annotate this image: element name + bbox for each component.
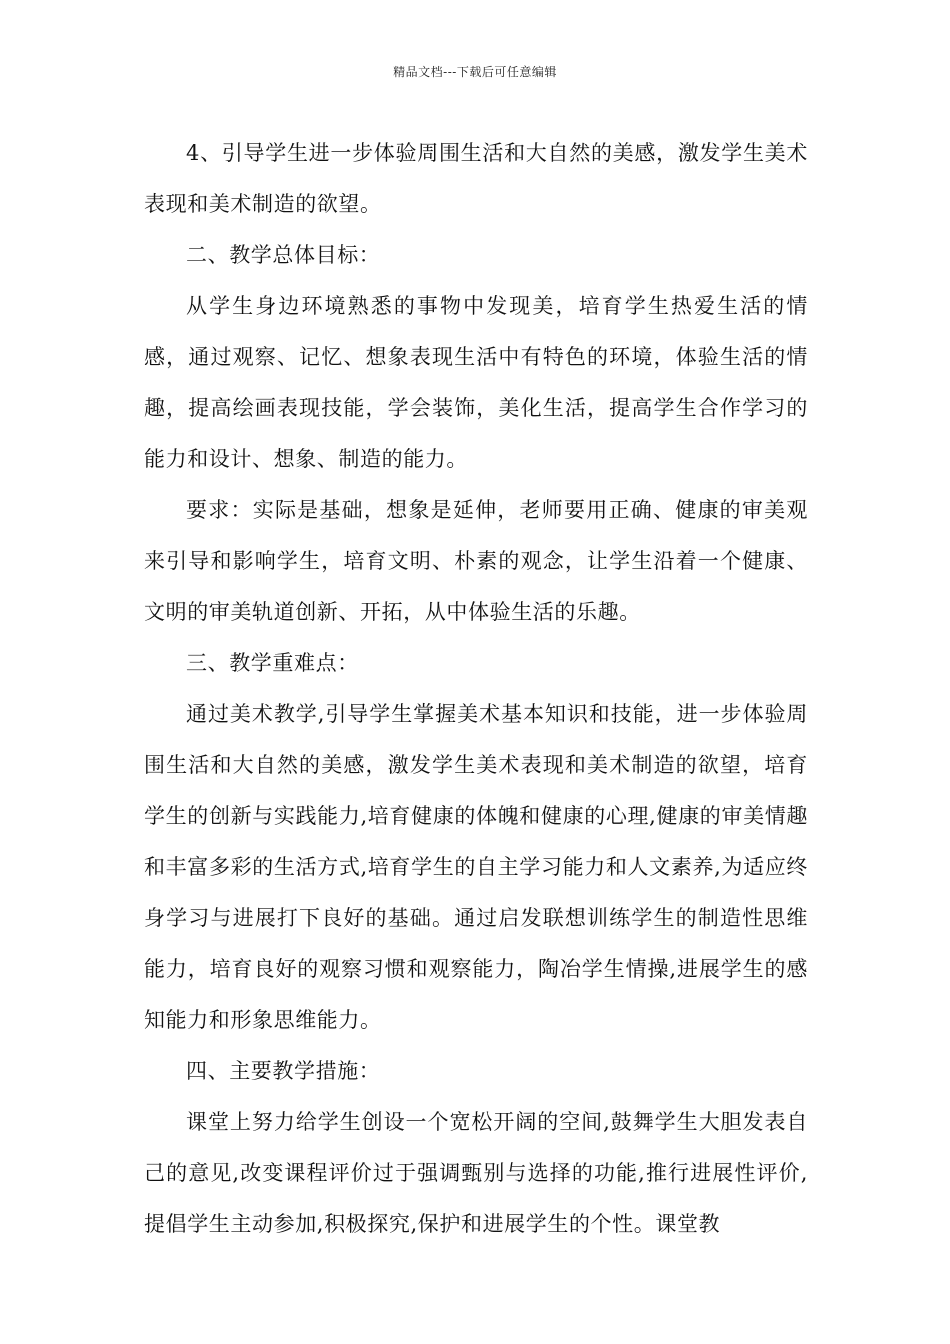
document-body [144,128,808,1250]
paragraph-requirements: 要求：实际是基础，想象是延伸，老师要用正确、健康的审美观来引导和影响学生，培育文明、朴素的观念，让学生沿着一个健康、文明的审美轨道创新、开拓，从中体验生活的乐趣。 [144,498,808,624]
paragraph-goal-4: 4、引导学生进一步体验周围生活和大自然的美感，激发学生美术表现和美术制造的欲望。 [144,141,808,216]
section-heading-teaching-measures: 四、主要教学措施： [186,1059,381,1083]
section-heading-key-difficulties: 三、教学重难点： [186,651,359,675]
paragraph-teaching-measures: 课堂上努力给学生创设一个宽松开阔的空间,鼓舞学生大胆发表自己的意见,改变课程评价过于强调甄别与选择的功能,推行进展性评价,提倡学生主动参加,积极探究,保护和进展学生的个性。课堂教 [144,1110,808,1236]
paragraph-key-difficulties: 通过美术教学,引导学生掌握美术基本知识和技能，进一步体验周围生活和大自然的美感，激发学生美术表现和美术制造的欲望，培育学生的创新与实践能力,培育健康的体魄和健康的心理,健康的审美情趣和丰富多彩的生活方式,培育学生的自主学习能力和人文素养,为适应终身学习与进展打下良好的基础。通过启发联想训练学生的制造性思维能力，培育良好的观察习惯和观察能力，陶冶学生情操,进展学生的感知能力和形象思维能力。 [144,702,808,1032]
section-heading-overall-goals: 二、教学总体目标： [186,243,381,267]
paragraph-overall-goals: 从学生身边环境熟悉的事物中发现美，培育学生热爱生活的情感，通过观察、记忆、想象表现生活中有特色的环境，体验生活的情趣，提高绘画表现技能，学会装饰，美化生活，提高学生合作学习的能力和设计、想象、制造的能力。 [144,294,808,471]
page-header: 精品文档---下载后可任意编辑 [393,65,557,79]
